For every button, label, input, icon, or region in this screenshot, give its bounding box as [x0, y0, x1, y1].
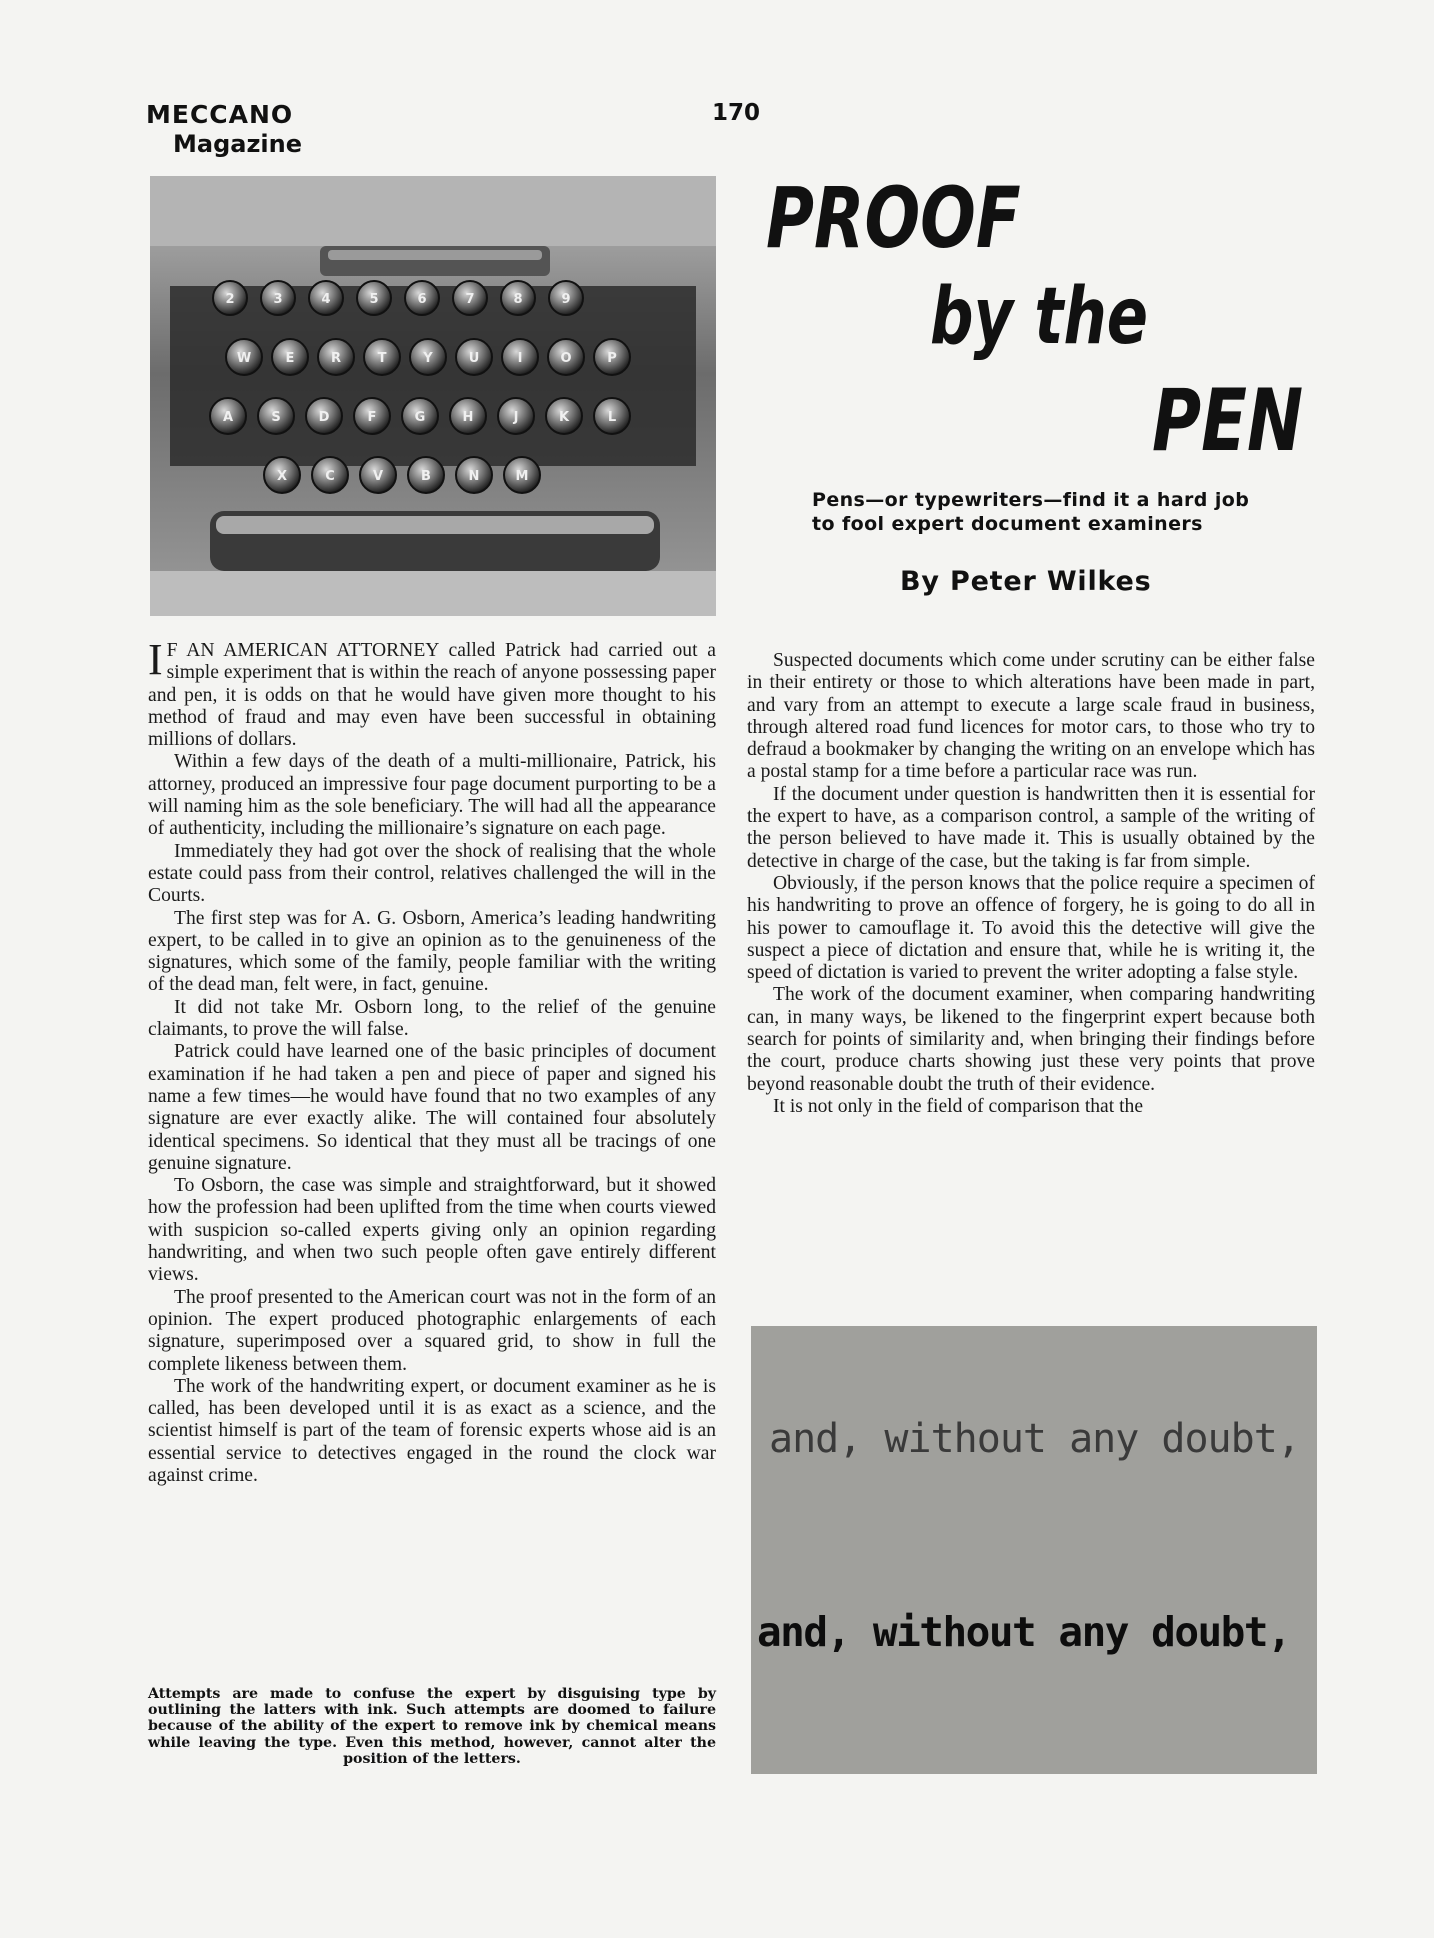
- typewriter-key-label: H: [462, 410, 474, 425]
- typewriter-key-label: J: [513, 410, 519, 425]
- typewriter-key-label: L: [607, 410, 617, 425]
- typewriter-key-label: 4: [321, 292, 331, 307]
- typewriter-key-label: 2: [225, 292, 235, 307]
- paragraph: The first step was for A. G. Osborn, America’s leading handwriting expert, to be called in to give an opinion as to the genuineness of the signatures, which some of the family, people familiar with the writing of the dead man, felt were, in fact, genuine.: [148, 907, 716, 996]
- paragraph: The work of the handwriting expert, or document examiner as he is called, has been developed until it is as exact as a science, and the scientist himself is part of the team of forensic experts whose aid is an essential service to detectives engaged in the round the clock war against crime.: [148, 1375, 716, 1486]
- article-subtitle: Pens—or typewriters—find it a hard job to fool expert document examiners: [812, 489, 1250, 535]
- paragraph: It is not only in the field of comparison that the: [773, 1095, 1144, 1117]
- typed-sample-photo: [751, 1326, 1317, 1774]
- typewriter-key-label: 8: [513, 292, 523, 307]
- typewriter-key-label: M: [515, 469, 529, 484]
- typewriter-key-label: 5: [369, 292, 379, 307]
- typewriter-key-label: E: [285, 351, 295, 366]
- typewriter-key-label: D: [318, 410, 330, 425]
- typewriter-key-label: 9: [561, 292, 571, 307]
- typewriter-key-label: R: [330, 351, 342, 366]
- right-column: [747, 650, 1315, 1118]
- paragraph: The proof presented to the American court was not in the form of an opinion. The expert produced photographic enlargements of each signature, superimposed over a squared grid, to show in full the complete likeness between them.: [148, 1286, 716, 1375]
- left-column: [148, 635, 716, 1487]
- paragraph: Obviously, if the person knows that the police require a specimen of his handwriting to prove an offence of forgery, he is going to do all in his power to camouflage it. To avoid this the detective will give the suspect a piece of dictation and ensure that, while he is writing it, the speed of dictation is varied to prevent the writer adopting a false style.: [747, 872, 1315, 984]
- typewriter-key-label: G: [414, 410, 426, 425]
- page-number: 170: [712, 100, 761, 126]
- typewriter-key-label: U: [468, 351, 480, 366]
- paragraph: The work of the document examiner, when comparing handwriting can, in many ways, be likened to the fingerprint expert because both search for points of similarity and, when bringing their findings before the court, produce charts showing just these very points that prove beyond reasonable doubt the truth of their evidence.: [747, 984, 1315, 1095]
- typewriter-key-label: 3: [273, 292, 283, 307]
- drop-cap: I: [148, 635, 163, 684]
- typewriter-key-label: P: [607, 351, 617, 366]
- typewriter-key-label: W: [236, 351, 252, 366]
- typewriter-key-label: N: [468, 469, 480, 484]
- photo-caption: Attempts are made to confuse the expert by disguising type by outlining the latters with ink. Such attempts are doomed to failure because of the ability of the expert to remove ink by chemical means while leaving the type. Even this method, however, cannot alter the position of the letters.: [148, 1686, 716, 1767]
- typed-sample-outlined: and, without any doubt,: [769, 1416, 1300, 1462]
- typewriter-key-label: K: [558, 410, 570, 425]
- typed-sample-inked: and, without any doubt,: [757, 1608, 1291, 1656]
- typewriter-key-label: Y: [423, 351, 433, 366]
- typewriter-photo: [150, 176, 716, 616]
- typewriter-key-label: O: [560, 351, 572, 366]
- typewriter-key-label: S: [271, 410, 281, 425]
- typewriter-key-label: 7: [465, 292, 475, 307]
- paragraph: [148, 635, 716, 751]
- paragraph: If the document under question is handwritten then it is essential for the expert to have, as a comparison control, a sample of the writing of the person believed to have made it. This is usually obtained by the detective in charge of the case, but the taking is far from simple.: [747, 783, 1315, 872]
- byline: By Peter Wilkes: [900, 566, 1152, 597]
- paragraph: It did not take Mr. Osborn long, to the relief of the genuine claimants, to prove the will false.: [148, 996, 716, 1041]
- typewriter-key-label: F: [367, 410, 377, 425]
- typewriter-key-label: B: [421, 469, 431, 484]
- typewriter-key-label: V: [372, 469, 384, 484]
- masthead-subtitle: Magazine: [173, 130, 303, 158]
- typewriter-key-label: 6: [417, 292, 427, 307]
- typewriter-key-label: T: [377, 351, 387, 366]
- paragraph: Suspected documents which come under scrutiny can be either false in their entirety or those to which alterations have been made in part, and vary from an attempt to execute a large scale fraud in business, through altered road fund licences for motor cars, to those who try to defraud a bookmaker by changing the writing on an envelope which has a postal stamp for a time before a particular race was run.: [747, 650, 1315, 783]
- paragraph: Patrick could have learned one of the basic principles of document examination if he had taken a pen and piece of paper and signed his name a few times—he would have found that no two examples of any signature are ever exactly alike. The will contained four absolutely identical specimens. So identical that they must all be tracings of one genuine signature.: [148, 1041, 716, 1174]
- paragraph: To Osborn, the case was simple and straightforward, but it showed how the profession had been uplifted from the time when courts viewed with suspicion so-called experts giving only an opinion regarding handwriting, and when two such people often gave entirely different views.: [148, 1175, 716, 1286]
- typewriter-key-label: A: [222, 410, 234, 425]
- paragraph-text: F AN AMERICAN ATTORNEY called Patrick had carried out a simple experiment that is within the reach of anyone possessing paper and pen, it is odds on that he would have given more thought to his method of fraud and may even have been successful in obtaining millions of dollars.: [148, 640, 716, 751]
- typewriter-key-label: C: [325, 469, 335, 484]
- paragraph: Within a few days of the death of a multi-millionaire, Patrick, his attorney, produced an impressive four page document purporting to be a will naming him as the sole beneficiary. The will had all the appearance of authenticity, including the millionaire’s signature on each page.: [148, 751, 716, 840]
- typewriter-key-label: I: [517, 351, 523, 366]
- title-line-1: PROOF: [766, 169, 1021, 267]
- typewriter-key-label: X: [276, 469, 288, 484]
- title-line-2: by the: [930, 272, 1149, 362]
- paragraph: Immediately they had got over the shock of realising that the whole estate could pass from their control, relatives challenged the will in the Courts.: [148, 840, 716, 907]
- title-line-3: PEN: [1152, 371, 1304, 471]
- masthead-name: MECCANO: [146, 100, 294, 129]
